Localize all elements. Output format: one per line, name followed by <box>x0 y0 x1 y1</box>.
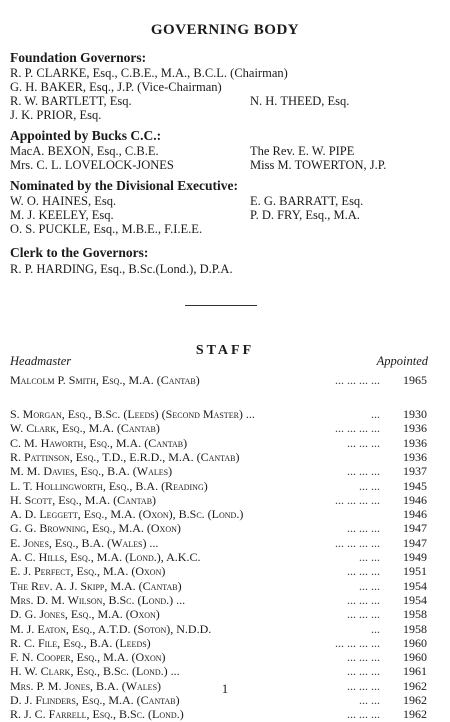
appointed-year: 1947 <box>403 535 427 550</box>
leader-dots: ... ... ... ... <box>335 535 380 550</box>
foundation-governors-heading: Foundation Governors: <box>10 50 147 65</box>
staff-row <box>10 493 430 508</box>
leader-dots: ... ... ... <box>347 650 380 665</box>
appointed-year: 1958 <box>403 607 427 622</box>
governing-body-title: GOVERNING BODY <box>150 22 300 38</box>
appointed-year: 1936 <box>403 421 427 436</box>
staff-name: E. Jones, Esq., B.A. (Wales) ... <box>10 535 159 550</box>
appointed-year: 1946 <box>403 507 427 522</box>
staff-row <box>10 622 430 637</box>
staff-title: STAFF <box>195 343 255 358</box>
staff-row <box>10 636 430 651</box>
staff-name: Mrs. D. M. Wilson, B.Sc. (Lond.) ... <box>10 592 186 607</box>
staff-row <box>10 536 430 551</box>
appointed-year: 1946 <box>403 492 427 507</box>
staff-name: E. J. Perfect, Esq., M.A. (Oxon) <box>10 564 166 579</box>
staff-name: C. M. Haworth, Esq., M.A. (Cantab) <box>10 435 188 450</box>
staff-name: M. M. Davies, Esq., B.A. (Wales) <box>10 464 173 479</box>
divisional-line-3: O. S. PUCKLE, Esq., M.B.E., F.I.E.E. <box>10 222 203 236</box>
appointed-year: 1949 <box>403 550 427 564</box>
staff-name: F. N. Cooper, Esq., M.A. (Oxon) <box>10 650 166 665</box>
staff-row <box>10 521 430 536</box>
staff-row <box>10 607 430 622</box>
staff-row <box>10 550 430 565</box>
staff-row <box>10 664 430 679</box>
staff-row <box>10 579 430 594</box>
appointed-year: 1965 <box>403 373 427 387</box>
appointed-year: 1947 <box>403 521 427 536</box>
section-divider <box>185 305 257 306</box>
headmaster-column-heading: Headmaster <box>10 354 72 368</box>
clerk-line-1: R. P. HARDING, Esq., B.Sc.(Lond.), D.P.A. <box>10 262 233 276</box>
staff-row <box>10 436 430 451</box>
staff-name: R. C. File, Esq., B.A. (Leeds) <box>10 635 151 650</box>
staff-name: G. G. Browning, Esq., M.A. (Oxon) <box>10 521 181 536</box>
appointed-year: 1936 <box>403 449 427 464</box>
appointed-year: 1936 <box>403 435 427 450</box>
staff-name: R. J. C. Farrell, Esq., B.Sc. (Lond.) <box>10 707 184 722</box>
staff-name: M. J. Eaton, Esq., A.T.D. (Soton), N.D.D. <box>10 621 212 636</box>
staff-name: The Rev. A. J. Skipp, M.A. (Cantab) <box>10 578 182 593</box>
leader-dots: ... ... ... ... <box>335 421 380 436</box>
leader-dots: ... ... <box>359 550 380 564</box>
leader-dots: ... ... ... <box>347 435 380 450</box>
leader-dots: ... ... ... ... <box>335 635 380 650</box>
leader-dots: ... <box>371 407 380 421</box>
staff-name: Mrs. P. M. Jones, B.A. (Wales) <box>10 678 162 693</box>
page-number: 1 <box>221 682 229 696</box>
foundation-line-4: J. K. PRIOR, Esq. <box>10 108 102 122</box>
staff-row <box>10 650 430 665</box>
divisional-line-2b: P. D. FRY, Esq., M.A. <box>250 208 360 222</box>
foundation-line-1: R. P. CLARKE, Esq., C.B.E., M.A., B.C.L. (Chairman) <box>10 66 288 80</box>
staff-row <box>10 421 430 436</box>
staff-name: L. T. Hollingworth, Esq., B.A. (Reading) <box>10 478 208 493</box>
leader-dots: ... ... <box>359 693 380 707</box>
staff-name: R. Pattinson, Esq., T.D., E.R.D., M.A. (Cantab) <box>10 449 240 464</box>
staff-row <box>10 593 430 608</box>
bucks-line-1b: The Rev. E. W. PIPE <box>250 144 355 158</box>
divisional-heading: Nominated by the Divisional Executive: <box>10 178 238 193</box>
clerk-heading: Clerk to the Governors: <box>10 245 149 260</box>
staff-row <box>10 450 430 465</box>
divisional-line-1a: W. O. HAINES, Esq. <box>10 194 117 208</box>
leader-dots: ... ... ... ... <box>335 492 380 507</box>
leader-dots: ... ... ... ... <box>335 373 380 387</box>
staff-name: A. C. Hills, Esq., M.A. (Lond.), A.K.C. <box>10 550 201 564</box>
staff-row <box>10 407 430 422</box>
leader-dots: ... ... ... <box>347 607 380 622</box>
leader-dots: ... ... ... <box>347 564 380 579</box>
appointed-year: 1960 <box>403 650 427 665</box>
leader-dots: ... ... <box>359 478 380 493</box>
staff-row <box>10 507 430 522</box>
staff-name: D. J. Flinders, Esq., M.A. (Cantab) <box>10 693 180 707</box>
appointed-year: 1960 <box>403 635 427 650</box>
bucks-line-2a: Mrs. C. L. LOVELOCK-JONES <box>10 158 174 172</box>
appointed-year: 1954 <box>403 592 427 607</box>
staff-row <box>10 707 430 722</box>
leader-dots: ... ... ... <box>347 664 380 679</box>
appointed-year: 1961 <box>403 664 427 679</box>
headmaster-row <box>10 373 430 388</box>
appointed-year: 1954 <box>403 578 427 593</box>
leader-dots: ... ... ... <box>347 678 380 693</box>
staff-name: D. G. Jones, Esq., M.A. (Oxon) <box>10 607 160 622</box>
leader-dots: ... <box>371 621 380 636</box>
staff-name: S. Morgan, Esq., B.Sc. (Leeds) (Second Master) ... <box>10 407 255 421</box>
staff-row <box>10 464 430 479</box>
appointed-year: 1937 <box>403 464 427 479</box>
appointed-year: 1951 <box>403 564 427 579</box>
leader-dots: ... ... ... <box>347 707 380 722</box>
appointed-year: 1962 <box>403 693 427 707</box>
bucks-line-2b: Miss M. TOWERTON, J.P. <box>250 158 387 172</box>
appointed-column-heading: Appointed <box>376 354 428 368</box>
foundation-line-2: G. H. BAKER, Esq., J.P. (Vice-Chairman) <box>10 80 222 94</box>
staff-name: A. D. Leggett, Esq., M.A. (Oxon), B.Sc. (Lond.) <box>10 507 244 522</box>
leader-dots: ... ... ... <box>347 592 380 607</box>
leader-dots: ... ... <box>359 578 380 593</box>
bucks-heading: Appointed by Bucks C.C.: <box>10 128 162 143</box>
foundation-line-3b: N. H. THEED, Esq. <box>250 94 350 108</box>
appointed-year: 1958 <box>403 621 427 636</box>
staff-name: H. Scott, Esq., M.A. (Cantab) <box>10 492 157 507</box>
staff-name: W. Clark, Esq., M.A. (Cantab) <box>10 421 160 436</box>
appointed-year: 1962 <box>403 678 427 693</box>
staff-name: H. W. Clark, Esq., B.Sc. (Lond.) ... <box>10 664 180 679</box>
foundation-line-3a: R. W. BARTLETT, Esq. <box>10 94 132 108</box>
headmaster-name: Malcolm P. Smith, Esq., M.A. (Cantab) <box>10 373 200 387</box>
leader-dots: ... ... ... <box>347 464 380 479</box>
appointed-year: 1962 <box>403 707 427 722</box>
leader-dots: ... ... ... <box>347 521 380 536</box>
appointed-year: 1930 <box>403 407 427 421</box>
appointed-year: 1945 <box>403 478 427 493</box>
bucks-line-1a: MacA. BEXON, Esq., C.B.E. <box>10 144 159 158</box>
divisional-line-1b: E. G. BARRATT, Esq. <box>250 194 364 208</box>
divisional-line-2a: M. J. KEELEY, Esq. <box>10 208 114 222</box>
staff-row <box>10 479 430 494</box>
staff-row <box>10 564 430 579</box>
